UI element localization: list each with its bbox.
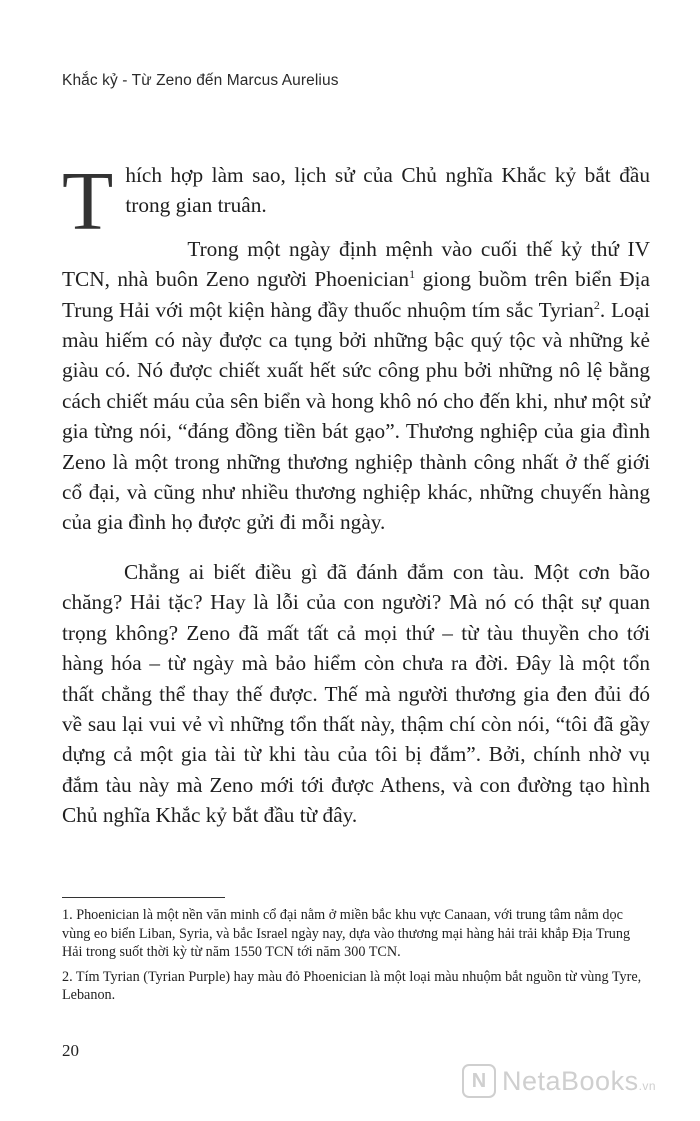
footnote-divider xyxy=(62,897,225,898)
watermark xyxy=(462,1064,656,1098)
drop-cap: T xyxy=(62,155,114,248)
paragraph-2 xyxy=(62,234,650,538)
body-text xyxy=(62,155,650,831)
paragraph-2-part-a: Trong một ngày định mệnh vào cuối thế kỷ thứ IV TCN, nhà buôn Zeno người Phoenician xyxy=(62,236,650,292)
page-number: 20 xyxy=(62,1041,79,1060)
netabooks-logo-icon: N xyxy=(462,1064,496,1098)
paragraph-1-text: hích hợp làm sao, lịch sử của Chủ nghĩa Khắc kỷ bắt đầu trong gian truân. xyxy=(125,163,650,218)
footnote-ref-1[interactable]: 1 xyxy=(409,267,416,282)
footnote-1: 1. Phoenician là một nền văn minh cổ đại nằm ở miền bắc khu vực Canaan, với trung tâm nằm dọc vùng eo biển Liban, Syria, và bắc Israel ngày nay, dựa vào thương mại hàng hải trải khắp Địa Trung Hải trong suốt thời kỳ từ năm 1550 TCN tới năm 300 TCN. xyxy=(62,907,631,960)
paragraph-1 xyxy=(62,155,650,248)
running-header: Khắc kỷ - Từ Zeno đến Marcus Aurelius xyxy=(62,72,339,89)
footnotes xyxy=(62,906,650,1011)
watermark-brand-name: NetaBooks xyxy=(502,1065,639,1096)
footnote-ref-2[interactable]: 2 xyxy=(593,297,600,312)
watermark-domain-suffix: .vn xyxy=(638,1078,657,1093)
paragraph-3: Chẳng ai biết điều gì đã đánh đắm con tàu. Một cơn bão chăng? Hải tặc? Hay là lỗi của con người? Mà nó có thật sự quan trọng không? Zeno đã mất tất cả mọi thứ – từ tàu thuyền cho tới hàng hóa – từ ngày mà bảo hiểm còn chưa ra đời. Đây là một tổn thất chẳng thể thay thế được. Thế mà người thương gia đen đủi đó về sau lại vui vẻ vì những tổn thất này, thậm chí còn nói, “tôi đã gầy dựng cả một gia tài từ khi tàu của tôi bị đắm”. Bởi, chính nhờ vụ đắm tàu này mà Zeno mới tới được Athens, và con đường tạo hình Chủ nghĩa Khắc kỷ bắt đầu từ đây. xyxy=(62,559,650,828)
footnote-2: 2. Tím Tyrian (Tyrian Purple) hay màu đỏ Phoenician là một loại màu nhuộm bắt nguồn từ vùng Tyre, Lebanon. xyxy=(62,968,642,1003)
paragraph-2-part-b: giong buồm trên biển Địa Trung Hải với một kiện hàng đầy thuốc nhuộm tím sắc Tyrian xyxy=(62,267,650,322)
watermark-brand xyxy=(502,1066,656,1097)
paragraph-2-part-c: . Loại màu hiếm có này được ca tụng bởi những bậc quý tộc và những kẻ giàu có. Nó được chiết xuất hết sức công phu bởi những nô lệ bằng cách chiết máu của sên biển và hong khô nó cho đến khi, như một sử gia từng nói, “đáng đồng tiền bát gạo”. Thương nghiệp của gia đình Zeno là một trong những thương nghiệp thành công nhất ở thế giới cổ đại, và cũng như nhiều thương nghiệp khác, những chuyến hàng của gia đình họ được gửi đi mỗi ngày. xyxy=(62,297,650,535)
